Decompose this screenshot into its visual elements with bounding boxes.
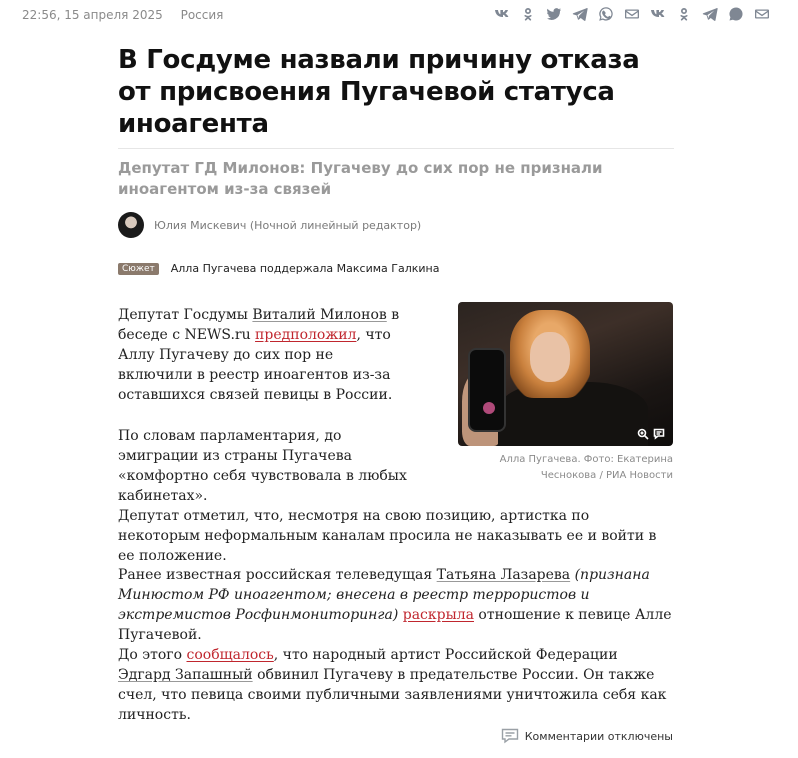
- photo-caption: Алла Пугачева. Фото: Екатерина Чеснокова / РИА Новости: [499, 454, 673, 481]
- author-block[interactable]: [118, 212, 421, 238]
- vk-icon[interactable]: [494, 6, 510, 22]
- telegram-icon[interactable]: [572, 6, 588, 22]
- story-tag: [118, 262, 439, 275]
- article-subtitle: Депутат ГД Милонов: Пугачеву до сих пор не признали иноагентом из-за связей: [118, 159, 603, 198]
- comment-icon[interactable]: [653, 428, 665, 440]
- share-bar: [494, 6, 770, 22]
- source-link[interactable]: раскрыла: [402, 607, 474, 623]
- paragraph-text: обвинил Пугачеву в предательстве России. Он также счел, что певица своими публичными заявлениями уничтожила себя как личность.: [118, 667, 667, 723]
- paragraph-text: в беседе с NEWS.ru: [118, 307, 400, 343]
- paragraph-1: [118, 305, 408, 405]
- comments-status: [501, 728, 673, 744]
- paragraph-3: Депутат отметил, что, несмотря на свою позицию, артистка по некоторым неформальным каналам просила не наказывать ее и войти в ее положение.: [118, 508, 657, 564]
- ok-icon[interactable]: [520, 6, 536, 22]
- story-badge: Сюжет: [118, 263, 159, 275]
- paragraph-text: Депутат Госдумы: [118, 307, 253, 323]
- vk-icon[interactable]: [650, 6, 666, 22]
- comments-icon: [501, 728, 519, 744]
- paragraph-4: [118, 565, 674, 645]
- twitter-icon[interactable]: [546, 6, 562, 22]
- top-bar: [0, 0, 798, 30]
- ok-icon[interactable]: [676, 6, 692, 22]
- author-name[interactable]: Юлия Мискевич (Ночной линейный редактор): [154, 218, 422, 232]
- person-link[interactable]: Виталий Милонов: [252, 307, 387, 323]
- whatsapp-icon[interactable]: [598, 6, 614, 22]
- source-link[interactable]: предположил: [255, 327, 357, 343]
- foreign-agent-note: (признана Минюстом РФ иноагентом; внесена в реестр террористов и экстремистов Росфинмониторинга): [118, 567, 650, 623]
- photo-phone-record: [483, 402, 495, 414]
- source-link[interactable]: сообщалось: [186, 647, 274, 663]
- photo-phone: [468, 348, 506, 432]
- zoom-icon[interactable]: [637, 428, 649, 440]
- person-link[interactable]: Эдгард Запашный: [118, 667, 253, 683]
- publish-datetime: 22:56, 15 апреля 2025: [22, 8, 163, 22]
- paragraph-5: [118, 645, 674, 725]
- max-icon[interactable]: [728, 6, 744, 22]
- region-link[interactable]: Россия: [180, 8, 224, 22]
- paragraph-text: , что Аллу Пугачеву до сих пор не включили в реестр иноагентов из-за оставшихся связей певицы в России.: [118, 327, 393, 403]
- paragraph-text: , что народный артист Российской Федерации: [273, 647, 618, 663]
- article-photo[interactable]: [458, 302, 673, 446]
- paragraph-text: До этого: [118, 647, 187, 663]
- article-title: В Госдуме назвали причину отказа от присвоения Пугачевой статуса иноагента: [118, 45, 640, 139]
- article-meta: [22, 8, 223, 22]
- story-link[interactable]: Алла Пугачева поддержала Максима Галкина: [170, 262, 440, 275]
- photo-face: [530, 332, 570, 382]
- comments-label: Комментарии отключены: [524, 729, 673, 743]
- paragraph-text: отношение к певице Алле Пугачевой.: [118, 607, 672, 643]
- paragraph-2: По словам парламентария, до эмиграции из страны Пугачева «комфортно себя чувствовала в любых кабинетах».: [118, 428, 407, 504]
- paragraph-text: Ранее известная российская телеведущая: [118, 567, 437, 583]
- mail-icon[interactable]: [624, 6, 640, 22]
- mail-icon[interactable]: [754, 6, 770, 22]
- person-link[interactable]: Татьяна Лазарева: [436, 567, 571, 583]
- telegram-icon[interactable]: [702, 6, 718, 22]
- avatar[interactable]: [118, 212, 144, 238]
- photo-tools: [637, 428, 665, 440]
- title-divider: [118, 148, 674, 149]
